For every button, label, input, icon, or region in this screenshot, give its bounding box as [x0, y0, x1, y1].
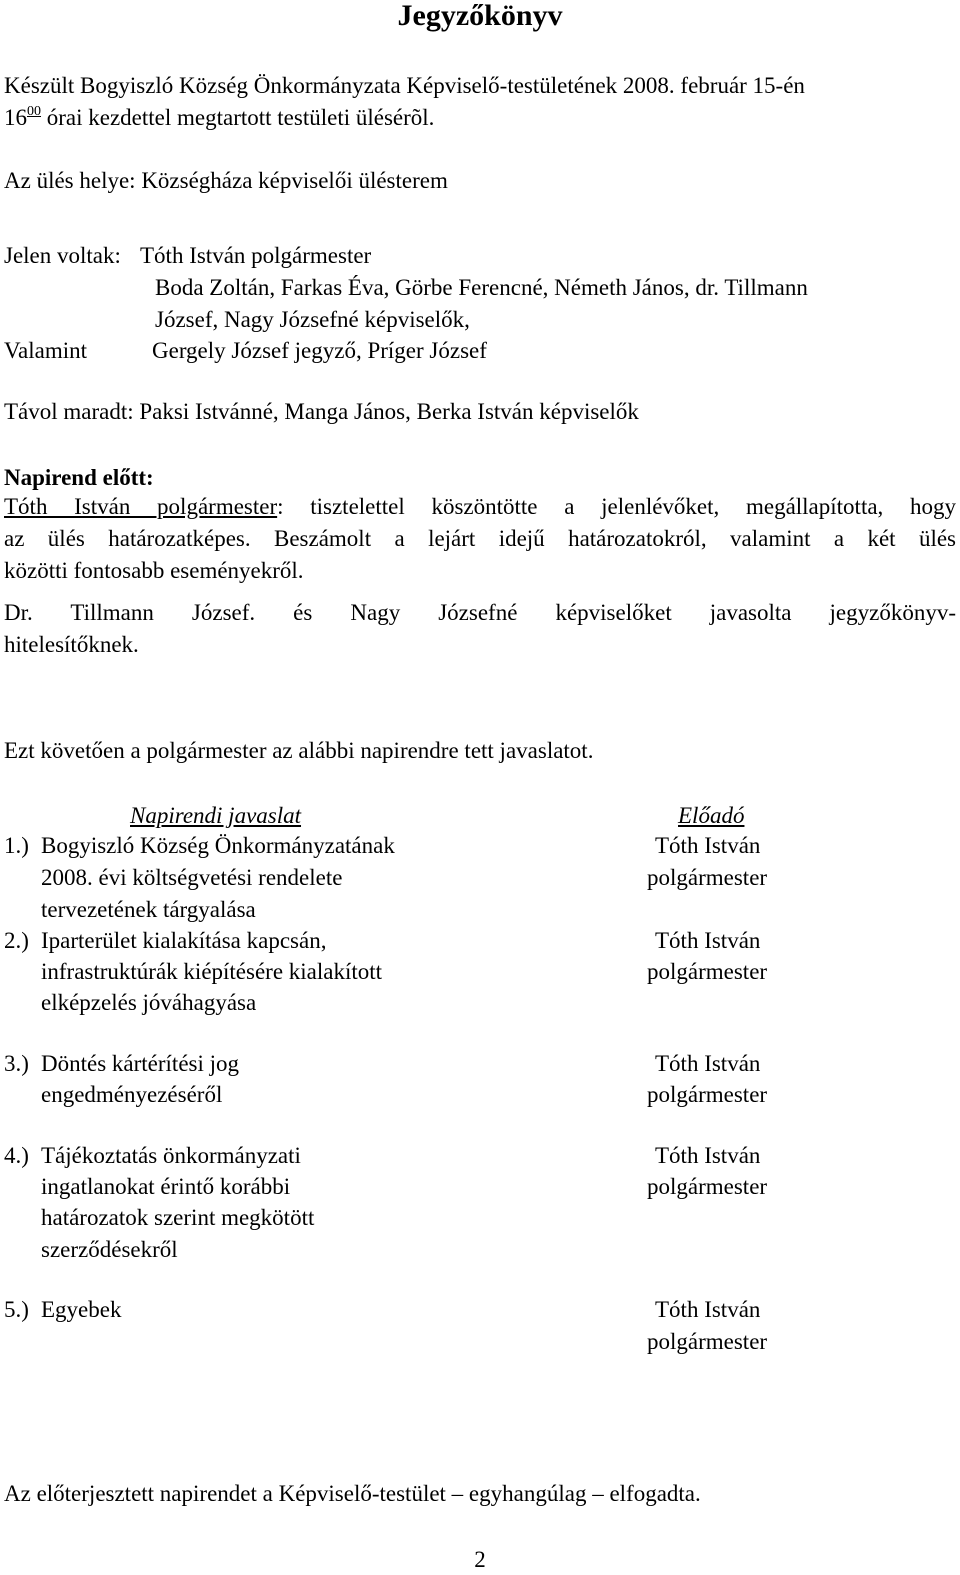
- present-mayor: Tóth István polgármester: [140, 243, 372, 268]
- agenda-item-2-line-1: Iparterület kialakítása kapcsán,: [41, 928, 327, 953]
- before-agenda-speaker: Tóth István polgármester: [4, 494, 278, 519]
- page-number: 2: [474, 1547, 486, 1572]
- before-agenda-line-1: [4, 491, 956, 522]
- agenda-item-1-num: 1.): [4, 833, 29, 858]
- agenda-item-2-num: 2.): [4, 928, 29, 953]
- before-agenda-line-5: hitelesítőknek.: [4, 632, 139, 657]
- agenda-col-item-header: Napirendi javaslat: [130, 803, 302, 828]
- absent-members: Távol maradt: Paksi Istvánné, Manga János, Berka István képviselők: [4, 399, 639, 424]
- agenda-item-5-presenter-title: polgármester: [647, 1329, 768, 1354]
- agenda-item-3-presenter-title: polgármester: [647, 1082, 768, 1107]
- intro-hour: 16: [4, 105, 27, 130]
- proposal-text: Ezt követően a polgármester az alábbi napirendre tett javaslatot.: [4, 738, 594, 763]
- intro-line-2: [4, 102, 434, 133]
- agenda-item-5-line-1: Egyebek: [41, 1297, 122, 1322]
- agenda-item-1-line-2: 2008. évi költségvetési rendelete: [41, 865, 343, 890]
- agenda-item-3-presenter-name: Tóth István: [655, 1051, 761, 1076]
- agenda-item-4-line-2: ingatlanokat érintő korábbi: [41, 1174, 291, 1199]
- before-agenda-line-3: közötti fontosabb eseményekről.: [4, 558, 304, 583]
- agenda-item-4-line-3: határozatok szerint megkötött: [41, 1205, 315, 1230]
- document-title: Jegyzőkönyv: [397, 0, 563, 32]
- present-label: Jelen voltak:: [4, 243, 121, 268]
- agenda-item-1-presenter-title: polgármester: [647, 865, 768, 890]
- agenda-item-4-presenter-name: Tóth István: [655, 1143, 761, 1168]
- agenda-item-2-presenter-title: polgármester: [647, 959, 768, 984]
- agenda-item-5-presenter-name: Tóth István: [655, 1297, 761, 1322]
- agenda-item-4-num: 4.): [4, 1143, 29, 1168]
- agenda-item-4-presenter-title: polgármester: [647, 1174, 768, 1199]
- agenda-item-3-num: 3.): [4, 1051, 29, 1076]
- agenda-item-1-line-3: tervezetének tárgyalása: [41, 897, 256, 922]
- before-agenda-line-4-text: Dr. Tillmann József. és Nagy Józsefné képviselőket javasolta jegyzőkönyv-: [4, 600, 956, 625]
- before-agenda-line-2-text: az ülés határozatképes. Beszámolt a lejárt idejű határozatokról, valamint a két ülés: [4, 526, 956, 551]
- agenda-item-2-line-3: elképzelés jóváhagyása: [41, 990, 257, 1015]
- intro-minutes: 00: [27, 104, 41, 119]
- intro-line-2-rest: órai kezdettel megtartott testületi ülésérõl.: [46, 105, 435, 130]
- present-reps-line-2: József, Nagy Józsefné képviselők,: [155, 307, 470, 332]
- before-agenda-heading: Napirend előtt:: [4, 465, 154, 490]
- agenda-item-2-presenter-name: Tóth István: [655, 928, 761, 953]
- agenda-col-presenter-header: Előadó: [678, 803, 745, 828]
- agenda-item-3-line-2: engedményezéséről: [41, 1082, 223, 1107]
- before-agenda-line-2: [4, 523, 956, 554]
- agenda-item-2-line-2: infrastruktúrák kiépítésére kialakított: [41, 959, 383, 984]
- agenda-item-1-presenter-name: Tóth István: [655, 833, 761, 858]
- agenda-item-4-line-1: Tájékoztatás önkormányzati: [41, 1143, 301, 1168]
- before-agenda-line-1-rest: : tisztelettel köszöntötte a jelenlévőket, megállapította, hogy: [277, 494, 956, 519]
- also-present-value: Gergely József jegyző, Príger József: [152, 338, 487, 363]
- meeting-location: Az ülés helye: Községháza képviselői ülésterem: [4, 168, 448, 193]
- agenda-item-4-line-4: szerződésekről: [41, 1237, 178, 1262]
- present-reps-line-1: Boda Zoltán, Farkas Éva, Görbe Ferencné, Németh János, dr. Tillmann: [155, 275, 808, 300]
- agenda-item-5-num: 5.): [4, 1297, 29, 1322]
- agenda-item-1-line-1: Bogyiszló Község Önkormányzatának: [41, 833, 395, 858]
- closing-statement: Az előterjesztett napirendet a Képviselő-testület – egyhangúlag – elfogadta.: [4, 1481, 701, 1506]
- before-agenda-line-4: [4, 597, 956, 628]
- also-present-label: Valamint: [4, 338, 88, 363]
- intro-line-1: Készült Bogyiszló Község Önkormányzata Képviselő-testületének 2008. február 15-én: [4, 73, 805, 98]
- agenda-item-3-line-1: Döntés kártérítési jog: [41, 1051, 240, 1076]
